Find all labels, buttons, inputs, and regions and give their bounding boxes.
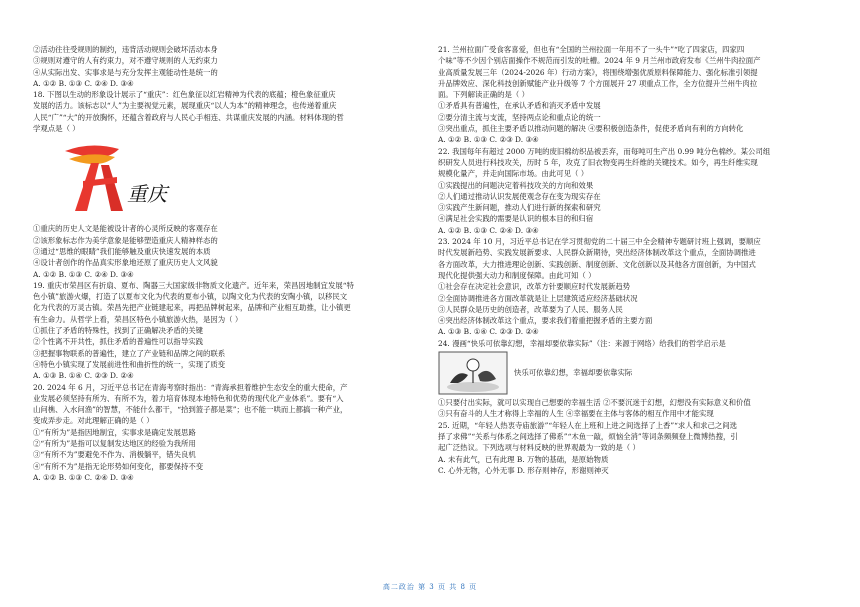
- answer-choices: A. ①③ B. ①④ C. ②③ D. ②④: [438, 327, 539, 337]
- answer-choices: A. 未有此气，已有此理 B. 万物的基础，是原始物质: [438, 454, 609, 464]
- text-line: 个味”等不少因个别店面操作不规范而引发的吐槽。2024 年 9 月兰州市政府发布《兰州牛肉拉面产: [438, 56, 761, 66]
- text-line: 色小镇”旅游火爆，打造了以夏布文化为代表的夏布小镇，以陶文化为代表的安陶小镇，以移民文: [33, 292, 348, 302]
- text-line: 现代化提供强大动力和制度保障。由此可知（ ）: [438, 270, 596, 280]
- text-line: 业高质量发展三年（2024-2026 年）行动方案》，将围绕增强优质原料保障能力、强化标准引领提: [438, 67, 758, 77]
- question-21: [438, 44, 834, 146]
- text-line: 择了求佛”“关系与体系之间选择了佛系”“木鱼一敲，烦恼全消”等词条频频登上微博热搜，引: [438, 431, 738, 441]
- text-line: 业发展必须坚持有所为、有所不为，着力培育体现本地特色和优势的现代化产业体系”。要有“入: [33, 393, 344, 403]
- question-22: [438, 146, 834, 236]
- question-20: [33, 382, 428, 484]
- text-line: ②“有所为”是指可以复制发达地区的经验为我所用: [33, 439, 196, 449]
- question-18: [33, 89, 428, 280]
- carryover-options: [33, 44, 428, 89]
- text-line: ①只要付出实际，就可以实现自己想要的幸福生活 ②不要沉迷于幻想，幻想没有实际意义和价值: [438, 398, 751, 408]
- text-line: ②要分清主流与支流，坚持两点论和重点论的统一: [438, 112, 601, 122]
- text-line: 化为代表的万灵古镇。荣昌先把产业链建起来，再把品牌树起来，品牌和产业相互助推，让小镇更: [33, 303, 351, 313]
- text-line: ③实践产生新问题，推动人们进行新的探索和研究: [438, 203, 601, 213]
- question-23: [438, 236, 834, 338]
- page-footer: 高二政治 第 3 页 共 8 页: [382, 583, 478, 591]
- text-line: ④突出经济体制改革这个重点，要求我们着重把握矛盾的主要方面: [438, 316, 653, 326]
- cartoon-image: [438, 351, 508, 395]
- text-line: 有生命力。从哲学上看，荣昌区特色小镇旅游火热，是因为（ ）: [33, 314, 243, 324]
- answer-choices: A. ①② B. ①③ C. ②④ D. ③④: [33, 472, 134, 482]
- text-line: 升品牌效应、深化科技创新赋能产业升级等 7 个方面展开 27 项重点工作，全方位提升兰州牛肉拉: [438, 78, 758, 88]
- text-line: 21. 兰州拉面广受食客喜爱，但也有“全国的兰州拉面一年用不了一头牛”“吃了四家店，四家四: [438, 45, 745, 54]
- option-line: ②该形象标志作为美学意象是能够塑造重庆人精神样态的: [33, 235, 218, 245]
- answer-choices: A. ①② B. ①③ C. ②④ D. ③④: [33, 78, 134, 88]
- text-line: ④满足社会实践的需要是认识的根本目的和归宿: [438, 214, 594, 224]
- text-line: ②活动往往受规则的制约，违背活动规则会破坏活动本身: [33, 45, 218, 54]
- text-line: ③人民群众是历史的创造者，改革要为了人民、服务人民: [438, 304, 623, 314]
- text-line: ①“有所为”是指因地制宜，实事求是确定发展思路: [33, 427, 196, 437]
- option-line: ①重庆的历史人文是能被设计者的心灵所反映的客观存在: [33, 224, 218, 234]
- text-line: 23. 2024 年 10 月，习近平总书记在学习贯彻党的二十届三中全会精神专题研讨班上强调，要顺应: [438, 237, 761, 247]
- option-line: ④设计者创作的作品真实形象地还原了重庆历史人文风貌: [33, 258, 218, 268]
- text-line: ③把握事物联系的普遍性，建立了产业链和品牌之间的联系: [33, 348, 226, 358]
- chongqing-logo-figure: [33, 137, 428, 221]
- right-column: [438, 44, 834, 476]
- logo-text: 重庆: [127, 182, 167, 207]
- text-line: ②人们通过推动认识发展使观念存在变为现实存在: [438, 191, 601, 201]
- text-line: ④“有所不为”是指无论形势如何变化，都要保持不变: [33, 461, 204, 471]
- text-line: ①社会存在决定社会意识，改革方针要顺应时代发展新趋势: [438, 282, 631, 292]
- text-line: ③“有所不为”要避免不作为、消极躺平，错失良机: [33, 450, 196, 460]
- cartoon-figure: [438, 349, 834, 397]
- text-line: ①矛盾具有普遍性，在承认矛盾和消灭矛盾中发展: [438, 101, 601, 111]
- question-24: [438, 338, 834, 476]
- text-line: ④从实际出发、实事求是与充分发挥主观能动性是统一的: [33, 67, 218, 77]
- text-line: 时代发展新趋势、实践发展新要求、人民群众新期待，突出经济体制改革这个重点，全面协调推进: [438, 248, 756, 258]
- question-stem-line: 学观点是（ ）: [33, 124, 80, 134]
- left-column: [33, 44, 428, 483]
- text-line: 19. 重庆市荣昌区有折扇、夏布、陶器三大国家级非物质文化遗产。近年来，荣昌因地制宜发展“特: [33, 280, 354, 290]
- text-line: ③只有奋斗的人生才称得上幸福的人生 ④幸福要在主体与客体的相互作用中才能实现: [438, 409, 714, 419]
- text-line: ④特色小镇实现了发展前进性和曲折性的统一，实现了质变: [33, 359, 226, 369]
- answer-choices: A. ①③ B. ①④ C. ②③ D. ②④: [33, 371, 134, 381]
- option-line: ③通过“思维的眼睛”我们能够触及重庆快速发展的本质: [33, 246, 211, 256]
- text-line: 25. 近期，“年轻人热衷寺庙旅游”“年轻人在上班和上进之间选择了上香”“求人和求己之间选: [438, 420, 738, 430]
- answer-choices: A. ①② B. ①③ C. ②④ D. ③④: [438, 225, 539, 235]
- text-line: ③突出重点，抓住主要矛盾以推动问题的解决 ④要积极创造条件，促使矛盾向有利的方向转化: [438, 124, 744, 134]
- text-line: 面。下列解读正确的是（ ）: [438, 90, 530, 100]
- question-stem-line: 发展的活力。该标志以“人”为主要视觉元素，展现重庆“以人为本”的精神理念，也传递着重庆: [33, 101, 337, 111]
- question-stem-line: 人民“广”“大”的开放胸怀，还蕴含着政府与人民心手相连、共谋重庆发展的内涵。材料体现的哲: [33, 112, 344, 122]
- chongqing-logo: [61, 141, 211, 221]
- answer-choices: A. ①② B. ①③ C. ②④ D. ③④: [33, 269, 134, 279]
- text-line: 变成弄步走。对此理解正确的是（ ）: [33, 416, 154, 426]
- answer-choices: A. ①② B. ①③ C. ②③ D. ③④: [438, 135, 539, 145]
- text-line: ③规则对遵守的人有约束力，对不遵守规则的人无约束力: [33, 56, 218, 66]
- text-line: 20. 2024 年 6 月，习近平总书记在青海考察时指出：“青海承担着维护生态安全的重大使命，产: [33, 382, 348, 392]
- answer-choices: C. 心外无物，心外无事 D. 形存则神存，形谢则神灭: [438, 465, 609, 475]
- text-line: 22. 我国每年有超过 2000 万吨的废旧棉纺织品被丢弃，而每吨可生产出 0.99 吨分色棉纱。某公司组: [438, 146, 771, 156]
- text-line: 织研发人员进行科技攻关，历时 5 年，攻克了旧衣物变再生纤维的关键技术。如今，再生纤维实现: [438, 157, 758, 167]
- question-19: [33, 280, 428, 382]
- text-line: ②全面协调推进各方面改革就是让上层建筑适应经济基础状况: [438, 293, 638, 303]
- text-line: ②个性离不开共性，抓住矛盾的普遍性可以指导实践: [33, 337, 203, 347]
- cartoon-caption: 快乐可依靠幻想，幸福却要依靠实际: [514, 368, 633, 378]
- text-line: 各方面改革，大力推进理论创新、实践创新、制度创新、文化创新以及其他各方面创新，为中国式: [438, 259, 756, 269]
- text-line: 24. 漫画“快乐可依靠幻想，幸福却要依靠实际”（注：来源于网络）给我们的哲学启示是: [438, 338, 726, 348]
- text-line: 规模化量产，并走向国际市场。由此可见（ ）: [438, 169, 589, 179]
- text-line: 起广泛热议。下列选项与材料反映的世界观最为一致的是（ ）: [438, 443, 640, 453]
- text-line: ①实践提出的问题决定着科技攻关的方向和效果: [438, 180, 594, 190]
- text-line: ①抓住了矛盾的特殊性，找到了正确解决矛盾的关键: [33, 326, 203, 336]
- question-stem-line: 18. 下图以生动的形象设计展示了“重庆”：红色象征以红岩精神为代表的底蕴；橙色象征重庆: [33, 90, 336, 100]
- text-line: 山问樵、入水问渔”的智慧，不能什么都干，“拾到篮子都是菜”；也不能一哄而上都搞一种产业，: [33, 405, 348, 415]
